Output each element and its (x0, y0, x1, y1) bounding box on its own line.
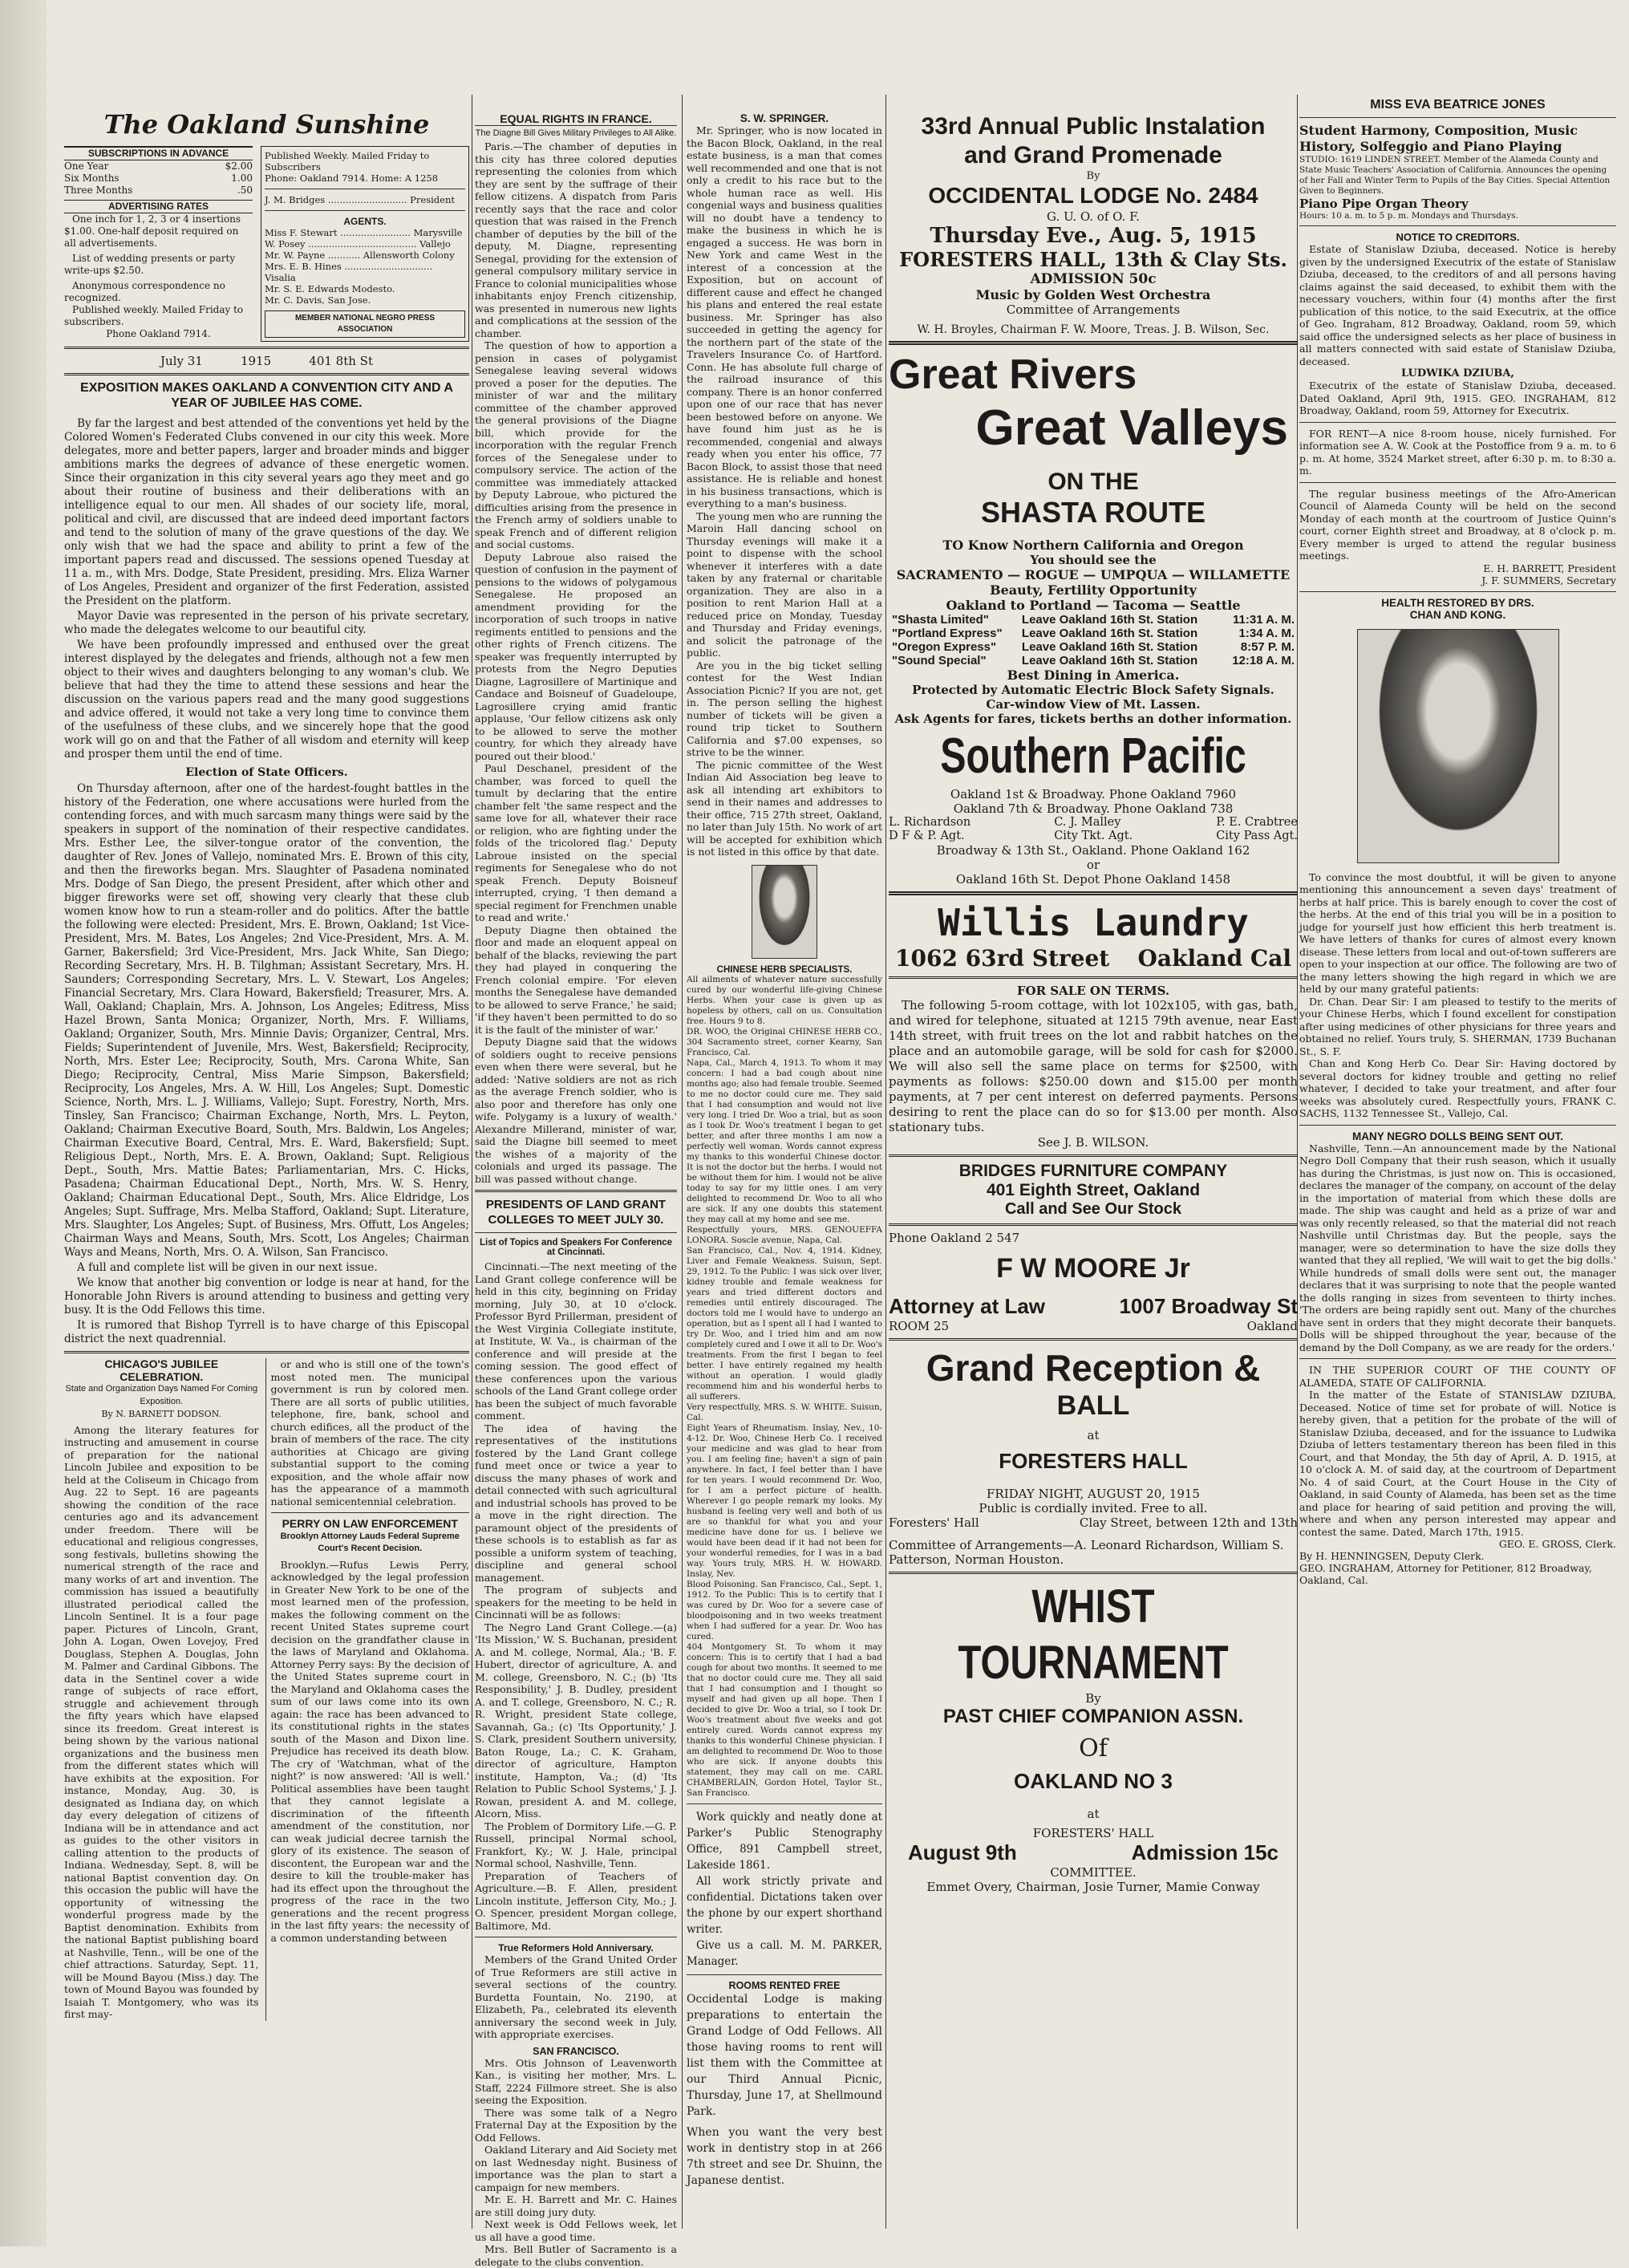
celebration-subhead: State and Organization Days Named For Coming Exposition. (64, 1383, 259, 1408)
sp-agent-left: L. Richardson D F & P. Agt. (889, 816, 971, 843)
grand-reception-ad (889, 1345, 1298, 1567)
article-paragraph: We know that another big convention or lodge is near at hand, for the Honorable John Rivers is around attending to business and getting very busy. It is the Odd Fellows this time. (64, 1276, 469, 1317)
court-clerk: GEO. E. GROSS, Clerk. (1299, 1538, 1616, 1550)
right-phone: Phone: Oakland 7914. Home: A 1258 (265, 172, 465, 184)
sp-phone-2: Oakland 7th & Broadway. Phone Oakland 738 (889, 801, 1298, 816)
grand-invite: Public is cordially invited. Free to all. (889, 1501, 1298, 1515)
moore-attorney: Attorney at Law (889, 1294, 1045, 1319)
equal-rights-article (475, 140, 677, 1185)
sp-broadway: Broadway & 13th St., Oakland. Phone Oakland 162 (889, 843, 1298, 858)
dr-chan-portrait (1357, 629, 1559, 863)
masthead-right (261, 146, 469, 342)
agent-line: Mr. S. E. Edwards Modesto. (265, 283, 465, 294)
creditors-text: Estate of Stanislaw Dziuba, deceased. Notice is hereby given by the undersigned Executrix of the estate of Stanislaw Dziuba, deceased, to the creditors of and all persons having claims against the said deceased, to exhibit them with the necessary vouchers, within four (4) months after the first publication of this notice, to the said Executrix, at the office of Geo. Ingraham, 812 Broadway, Oakland, room 59, which said office the undersigned selects as her place of business in all matters connected with said estate of Stanislaw Dziuba, deceased. (1299, 243, 1616, 367)
terms-headline: FOR SALE ON TERMS. (889, 984, 1298, 998)
chinese-herb-headline: CHINESE HERB SPECIALISTS. (687, 965, 882, 975)
moore-room-row (889, 1319, 1298, 1333)
celebration-text: Among the literary features for instructing and amusement in course of preparation for the national Lincoln Jubilee and exposition to be held at the Coliseum in Chicago from Aug. 22 to Sept. 16 are pageants showing the condition of the race centuries ago and its advancement under freedom. There will be educational and religious congresses, song festivals, bulletins showing the numerical strength of the race and many works of art and invention. The commission has issued a beautifully illustrated periodical called the Lincoln Sentinel. It is a four page paper. Pictures of Lincoln, Grant, John A. Logan, Owen Lovejoy, Fred Douglass, Stephen A. Douglas, John M. Palmer and Cardinal Gibbons. The data in the Sentinel cover a wide range of subjects of race effort, struggle and achievement through the fifty years which have elapsed since its freedom. Great interest is being shown by the various national organizations and the business men from the different states which will have exhibits at the exposition. For instance, Monday, Aug. 30, is designated as Indiana day, on which day every delegation of citizens of Indiana will be in attendance and act as guides to the other visitors in calling attention to the products of Indiana. Wednesday, Sept. 8, will be national Baptist convention day. On this occasion the public will have the opportunity of witnessing the wonderful progress made by the Baptist denomination. Exhibits from the national Baptist publishing board at Nashville, Tenn., will be one of the chief attractions. Saturday, Sept. 11, will be Mound Bayou (Miss.) day. The town of Mound Bayou was founded by Isaiah T. Montgomery, who was its first may- (64, 1424, 259, 2021)
whist-oakland: OAKLAND NO 3 (889, 1769, 1298, 1794)
parker-line: Give us a call. M. M. PARKER, Manager. (687, 1937, 882, 1970)
train-row (889, 640, 1298, 654)
presidents-subhead: List of Topics and Speakers For Conference at Cincinnati. (475, 1238, 677, 1257)
phone-text: Phone Oakland 7914. (64, 328, 253, 340)
sp-protected: Protected by Automatic Electric Block Safety Signals. (889, 683, 1298, 697)
willis-city: Oakland Cal (1138, 945, 1291, 972)
sp-or: or (889, 858, 1298, 872)
article-paragraph: Are you in the big ticket selling contest for the West Indian Association Picnic? If you are not, get in. The person selling the highest number of tickets will be given a round trip ticket to Southern California and $7.00 expenses, so strive to be the winner. (687, 659, 882, 759)
dateline (64, 354, 469, 368)
testimonial: Eight Years of Rheumatism. Inslay, Nev., 10-4-12. Dr. Woo, Chinese Herb Co. I received your medicine and was glad to hear from you. I am feeling fine; haven't a sign of pain anywhere. In fact, I feel better than I have for ten years. I would recommend Dr. Woo, for I am a perfect picture of health. Wherever I go people remark my looks. My husband is feeling very well and both of us are so thankful for what you and your medicine have done for us. I believe we would have been dead if it had not been for your wonderful remedies, for I was in a bad way. Yours truly, MRS. H. W. HOWARD. Inslay, Nev. (687, 1423, 882, 1580)
sp-see: You should see the (889, 553, 1298, 567)
springer-article (687, 124, 882, 858)
moore-room: ROOM 25 (889, 1319, 949, 1333)
article-paragraph: Paul Deschanel, president of the chamber, was forced to quell the tumult by declaring that the entire chamber felt 'the same respect and the same love for all, whatever their race or religion, who are fighting under the folds of the tricolored flag.' Deputy Labroue insisted on the special regiments for Senegalese who do not speak French. Deputy Boisneuf interrupted, crying, 'I then demand a special regiment for Frenchmen unable to read and write.' (475, 762, 677, 924)
testimonial: Blood Poisoning. San Francisco, Cal., Sept. 1, 1912. To the Public: This is to certify that I was cured by Dr. Woo for a severe case of bloodpoisoning and in two weeks treatment when I had suffered for a year. Dr. Woo has cured. (687, 1580, 882, 1642)
sf-items (475, 2057, 677, 2268)
installation-title-2: and Grand Promenade (889, 141, 1298, 170)
sf-item: Mr. E. H. Barrett and Mr. C. Haines are still doing jury duty. (475, 2193, 677, 2218)
whist-assn: PAST CHIEF COMPANION ASSN. (889, 1706, 1298, 1728)
bridges-call: Call and See Our Stock (889, 1200, 1298, 1219)
grand-ball: BALL (889, 1390, 1298, 1422)
train-time: 11:31 A. M. (1222, 613, 1298, 627)
train-name: "Sound Special" (889, 654, 1019, 667)
dolls-headline: MANY NEGRO DOLLS BEING SENT OUT. (1299, 1130, 1616, 1142)
article-paragraph: On Thursday afternoon, after one of the hardest-fought battles in the history of the Federation, one where accusations were hurled from the contending forces, and with much sarcasm many things were said by the speakers in support of the nomination of their respective candidates. Mrs. Esther Lee, the silver-tongue orator of the convention, the daughter of Rev. Jones of Vallejo, nominated Mrs. E. Brown of this city, and then the fireworks began. Mrs. Slaughter of Pasadena nominated Mrs. Dodge of San Diego, the present President, after which other and bigger fireworks were set off, showing very clearly that these club women know how to run a steam-roller and do politics. After the battle the following were elected: President, Mrs. E. Brown, Oakland; 1st Vice-President, Mrs. M. Bates, Los Angeles; 2nd Vice-President, Mrs. A. M. Garner, Bakersfield; 3rd Vice-President, Mrs. Jack White, San Diego; Recording Secretary, Mrs. H. B. Tilghman; Assistant Secretary, Mrs. H. Saunders; Corresponding Secretary, Mrs. L. V. Stewart, Los Angeles; Financial Secretary, Mrs. Clara Howard, Bakersfield; Treasurer, Mrs. A. Wall, Oakland; Chaplain, Mrs. A. Johnson, Los Angeles; Editress, Miss Hazel Brown, Santa Monica; Organizer, North, Mrs. F. Williams, Oakland; Organizer, South, Mrs. Minnie Davis; Organizer, Central, Mrs. Fields; Superintendent of Juvenile, Mrs. West, Bakersfield; Reciprocity, North, Mrs. Ester Lee; Reciprocity, South, Mrs. Carona White, San Diego; Reciprocity, Central, Miss Marie Simpson, Bakersfield; Reciprocity, Los Angeles, Mrs. A. W. Hill, Los Angeles; Supt. Domestic Science, North, Mrs. L. J. Williams, Vallejo; Supt. Forestry, North, Mrs. Tinsley, San Francisco; Chairman Exchange, North, Mrs. L. Peyton, Oakland; Chairman Executive Board, South, Mrs. Baldwin, Los Angeles; Chairman Executive Board, Central, Mrs. E. Ward, Bakersfield; Supt. Religious Dept., North, Mrs. E. A. Brown, Oakland; Supt. Religious Dept., South, Mrs. Mattie Bates; Parliamentarian, Mrs. C. Hicks, Pasadena; Chairman Educational Dept., North, Mrs. W. S. Henry, Oakland; Chairman Educational Dept., South, Mrs. Alice Eldridge, Los Angeles; Supt. Suffrage, Mrs. Melba Stafford, Oakland; Supt. Literature, Mrs. Slaughter, Los Angeles; Supt. of Business, Mrs. Offutt, Los Angeles; Chairman Ways and Means, South, Mrs. Scott, Los Angeles; Chairman Ways and Means, North, Mrs. O. A. Wilson, San Francisco. (64, 782, 469, 1260)
whist-hall: FORESTERS' HALL (889, 1826, 1298, 1840)
anon-text: Anonymous correspondence no recognized. (64, 280, 253, 304)
column-3 (687, 112, 882, 2230)
grand-hall-row (889, 1515, 1298, 1530)
council-text: The regular business meetings of the Afro-American Council of Alameda County will be held on the second Monday of each month at the courtroom of Justice Quinn's court, corner Eighth street and Broadway, at 8 o'clock p. m. Every member is urged to attend the regular business meetings. (1299, 488, 1616, 562)
moore-phone: Phone Oakland 2 547 (889, 1231, 1298, 1245)
installation-admission: ADMISSION 50c (889, 271, 1298, 287)
issue-year: 1915 (241, 354, 271, 368)
willis-address: 1062 63rd Street (895, 945, 1109, 972)
willis-name: Willis Laundry (889, 900, 1298, 945)
installation-ad (889, 112, 1298, 336)
published-text: Published weekly. Mailed Friday to subscribers. (64, 304, 253, 328)
column-rule (885, 95, 886, 2229)
jones-headline: MISS EVA BEATRICE JONES (1299, 98, 1616, 112)
grand-hall: FORESTERS HALL (889, 1449, 1298, 1474)
article-paragraph: Mr. Springer, who is now located in the Bacon Block, Oakland, in the real estate business, is a man that comes well recommended and one that is not only a credit to his race but to the whole human race as well. His congenial ways and business qualities will no doubt have a tendency to make the business in which he is engaged a success. He was born in New York and came West in the interest of a concession at the Exposition, but on account of different cause and effect he changed his plans and entered the real estate business. Mr. Springer has also succeeded in getting the agency for the northern part of the state of the Travelers Insurance Co. of Hartford. Conn. He has absolute full charge of the railroad insurance of this company. There is an honor conferred upon one of our race that has never been bestowed before on anyone. We have found him just as he is recommended, congenial and always ready when you enter his office, 77 Bacon Block, to assist those that need assistance. He is reliable and honest in his business transactions, which is everything to a man's business. (687, 124, 882, 510)
subs-row (64, 172, 253, 185)
article-paragraph: We have been profoundly impressed and enthused over the great interest displayed by the delegates and friends, although not a few men object to their wives and daughters belonging to any woman's club. We believe that had they the time to attend these sessions and hear the discussion on the various papers read and the many good suggestions and advice offered, it would not take a very long time to convince them of the usefulness of these clubs, and we sincerely hope that the good work will go on and that the Father of all wisdom and eternity will keep and prosper them until the end of time. (64, 639, 469, 761)
sp-shasta-route: SHASTA ROUTE (889, 496, 1298, 529)
train-time: 8:57 P. M. (1222, 640, 1298, 654)
train-departure: Leave Oakland 16th St. Station (1019, 654, 1222, 667)
installation-names: W. H. Broyles, Chairman F. W. Moore, Treas. J. B. Wilson, Sec. (889, 323, 1298, 336)
parker-line: All work strictly private and confidential. Dictations taken over the phone by our expert shorthand writer. (687, 1873, 882, 1937)
jones-hours: Hours: 10 a. m. to 5 p. m. Mondays and Thursdays. (1299, 211, 1616, 221)
court-deputy: By H. HENNINGSEN, Deputy Clerk. (1299, 1550, 1616, 1562)
lower-columns (64, 1358, 469, 2021)
moore-name: F W MOORE Jr (889, 1253, 1298, 1284)
agent-line: W. Posey ..................................... Vallejo (265, 238, 465, 250)
celebration-continued: or and who is still one of the town's most noted men. The municipal government is run by colored men. There are all sorts of public utilities, telephone, fire, bank, school and church edifices, all the product of the brain of members of the race. The city authorities at Chicago are giving substantial support to the coming exposition, and the whole affair now has the appearance of a mammoth national semicentennial celebration. (271, 1358, 469, 1507)
creditors-exec: Executrix of the estate of Stanislaw Dziuba, deceased. Dated Oakland, April 9th, 1915. GEO. INGRAHAM, 812 Broadway, Oakland, room 59, Attorney for Executrix. (1299, 379, 1616, 417)
article-paragraph: A full and complete list will be given in our next issue. (64, 1261, 469, 1275)
installation-guo: G. U. O. of O. F. (889, 209, 1298, 224)
election-article (64, 782, 469, 1346)
jones-text: STUDIO: 1619 LINDEN STREET. Member of the Alameda County and State Music Teachers' Association of California. Announces the opening of her Fall and Winter Term to Pupils of the Bay Cities. Special Attention Given to Beginners. (1299, 155, 1616, 197)
creditors-headline: NOTICE TO CREDITORS. (1299, 231, 1616, 243)
installation-title: 33rd Annual Public Instalation (889, 112, 1298, 141)
article-paragraph: By far the largest and best attended of the conventions yet held by the Colored Women's Federated Clubs convened in our city this week. More delegates, more and better papers, larger and broader minds and bigger ambitions marks the degrees of advance of these energetic women. Since their organization in this city several years ago they meet and go about their routine of business and their deliberations with an intelligence equal to our men. All shades of our society life, moral, political and civil, are discussed that are indeed deed important factors and tend to the solution of many of the grave questions of the day. We only wish that we had the space and ability to print a few of the important papers read and discussed. The sessions opened Tuesday at 11 a. m., with Mrs. Dodge, State President, presiding. Mrs. Eliza Warner of Los Angeles, President and organizer of the first Federation, assisted the President on the platform. (64, 417, 469, 608)
train-name: "Oregon Express" (889, 640, 1019, 654)
sf-item: There was some talk of a Negro Fraternal Day at the Exposition by the Odd Fellows. (475, 2107, 677, 2144)
health-text (1299, 871, 1616, 1120)
train-row (889, 627, 1298, 640)
health-paragraph: To convince the most doubtful, it will be given to anyone mentioning this announcement a seven days' treatment of herbs at half price. This is barely enough to cover the cost of the herbs. At the end of this trial you will be in a position to judge for yourself just how efficient this herb treatment is. We have letters of thanks for cures of almost every known disease. These letters from local and out-of-town sufferers are open to your inspection at our office. The following are two of the many letters showing the high regard in which we are held by our many grateful patients: (1299, 871, 1616, 996)
celebration-headline: CHICAGO'S JUBILEE CELEBRATION. (64, 1358, 259, 1383)
ad-text: One inch for 1, 2, 3 or 4 insertions $1.00. One-half deposit required on all advertisements. (64, 213, 253, 250)
wedding-text: List of wedding presents or party write-ups $2.50. (64, 253, 253, 277)
whist-committee: COMMITTEE. (889, 1865, 1298, 1880)
train-row (889, 613, 1298, 627)
creditors-name: LUDWIKA DZIUBA, (1299, 367, 1616, 379)
terms-see: See J. B. WILSON. (889, 1135, 1298, 1150)
true-reformers-text: Members of the Grand United Order of True Reformers are still active in several sections of the country. Burdetta Fountain, No. 2190, at Elizabeth, Pa., celebrated its eleventh anniversary the second week in July, with appropriate exercises. (475, 1954, 677, 2041)
subs-row (64, 185, 253, 197)
perry-column (265, 1358, 469, 2021)
testimonial: San Francisco, Cal., Nov. 4, 1914. Kidney, Liver and Female Weakness. Suisun, Sept. 29, 1912. To the Public: I was sick over liver, kidney trouble and female weakness for years and tried different doctors and remedies until entirely discouraged. The doctors told me I would have to undergo an operation, but as I spent all I had I wanted to try Dr. Woo, and I tried him and am now completely cured and I owe it all to Dr. Woo's treatments. From the first I began to feel better. I have entirely regained my health without an operation. I would gladly recommend him and his wonderful herbs to all sufferers. (687, 1246, 882, 1402)
subs-label: Three Months (64, 185, 132, 197)
moore-row (889, 1294, 1298, 1319)
testimonial: Very respectfully, MRS. S. W. WHITE. Suisun, Cal. (687, 1402, 882, 1423)
sp-agent-mid: C. J. Malley City Tkt. Agt. (1054, 816, 1133, 843)
health-paragraph: Dr. Chan. Dear Sir: I am pleased to testify to the merits of your Chinese Herbs, which I found excellent for constipation after using medicines of other physicians for three years and obtained no relief. Yours truly, S. SHERMAN, 1739 Buchanan St., S. F. (1299, 996, 1616, 1058)
sp-ask-agents: Ask Agents for fares, tickets berths an dother information. (889, 712, 1298, 726)
chinese-herb-text (687, 975, 882, 1799)
sp-phone-1: Oakland 1st & Broadway. Phone Oakland 7960 (889, 787, 1298, 801)
southern-pacific-ad (889, 350, 1298, 887)
whist-ad (889, 1579, 1298, 1894)
article-paragraph: It is rumored that Bishop Tyrrell is to have charge of this Episcopal district the next quadrennial. (64, 1319, 469, 1346)
column-5 (1299, 98, 1616, 2232)
train-name: "Portland Express" (889, 627, 1019, 640)
grand-committee: Committee of Arrangements—A. Leonard Richardson, William S. Patterson, Norman Houston. (889, 1538, 1298, 1567)
bridges-address: 401 Eighth Street, Oakland (889, 1181, 1298, 1200)
article-paragraph: Deputy Diagne said that the widows of soldiers ought to receive pensions even when there were several, but he added: 'Native soldiers are not as rich as the average French soldier, who is also poor and therefore has only one wife. Polygamy is a luxury of wealth.' Alexandre Millerand, minister of war, said the Diagne bill seemed to meet the wishes of a majority of the colonials and urged its passage. The bill was passed without change. (475, 1036, 677, 1185)
grand-at: at (889, 1428, 1298, 1442)
equal-rights-subhead: The Diagne Bill Gives Military Privileges to All Alike. (475, 128, 677, 138)
sp-agents (889, 816, 1298, 843)
for-rent-text: FOR RENT—A nice 8-room house, nicely furnished. For information see A. W. Cook at the Postoffice from 9 a. m. to 6 p. m. At home, 3524 Market street, after 6:30 p. m. to 8:30 a. m. (1299, 428, 1616, 477)
whist-date: August 9th (908, 1840, 1017, 1865)
moore-ad (889, 1231, 1298, 1333)
agent-line: Miss F. Stewart ........................ Marysville (265, 227, 465, 238)
sp-agent-right: P. E. Crabtree City Pass Agt. (1216, 816, 1298, 843)
whist-of: Of (889, 1734, 1298, 1763)
article-paragraph: The question of how to apportion a pension in cases of polygamist Senegalese leaving several widows proved a poser for the deputies. The minister of war and the military committee of the chamber approved the general provisions of the Diagne bill, which provide for the incorporation with the regular French forces of the Senegalese under to compulsory service. The action of the committee was immediately attacked by Deputy Labroue, who pictured the difficulties arising from the presence in the French army of soldiers unable to speak French and of different religion and social customs. (475, 339, 677, 551)
article-paragraph: The young men who are running the Maroin Hall dancing school on Thursday evenings will make it a point to dispense with the school whenever it interferes with a date taken by any fraternal or charitable organization. They are also in a position to rent Marion Hall at a reduced price on Monday, Tuesday and Thursday and Friday evenings, and solicit the patronage of the public. (687, 510, 882, 659)
article-paragraph: The Problem of Dormitory Life.—G. P. Russell, principal Normal school, Frankfort, Ky.; W. J. Hale, principal Normal school, Nashville, Tenn. (475, 1820, 677, 1870)
grand-foresters: Foresters' Hall (889, 1515, 979, 1530)
parker-line: Work quickly and neatly done at Parker's Public Stenography Office, 891 Campbell street, Lakeside 1861. (687, 1809, 882, 1873)
sf-item: Mrs. Bell Butler of Sacramento is a delegate to the clubs convention. (475, 2243, 677, 2268)
member-badge: MEMBER NATIONAL NEGRO PRESS ASSOCIATION (265, 310, 465, 338)
subs-price: .50 (237, 185, 253, 197)
sf-item: Mrs. Otis Johnson of Leavenworth Kan., is visiting her mother, Mrs. L. Staff, 2224 Fillmore street. She is also seeing the Exposition. (475, 2057, 677, 2107)
sp-train-table (889, 613, 1298, 667)
ad-heading: ADVERTISING RATES (64, 200, 253, 213)
article-paragraph: The program of subjects and speakers for the meeting to be held in Cincinnati will be as follows: (475, 1584, 677, 1621)
parker-ad (687, 1809, 882, 1970)
moore-city: Oakland (1247, 1319, 1298, 1333)
right-pub: Published Weekly. Mailed Friday to Subscribers (265, 150, 465, 172)
sp-depot: Oakland 16th St. Depot Phone Oakland 1458 (889, 872, 1298, 887)
installation-music: Music by Golden West Orchestra (889, 287, 1298, 302)
whist-names: Emmet Overy, Chairman, Josie Turner, Mamie Conway (889, 1880, 1298, 1894)
subs-row (64, 160, 253, 172)
train-time: 1:34 A. M. (1222, 627, 1298, 640)
dolls-text: Nashville, Tenn.—An announcement made by the National Negro Doll Company that their rush season, which it usually has during the Christmas, is just now on. This is occasioned, declares the manager of the company, on account of the delay in the importation of material from which these dolls are made. The ship was caught and held as a prize of war and was only recently released, so that the material did not reach Nashville until Christmas day. But the people, says the manager, were so determination to have the size dolls they wanted that they all replied, 'We will wait to get the big dolls.' While hundreds of small dolls were sent out, the manager declares that it was surprising to note that the people wanted the dolls ranging in sizes from seventeen to thirty inches. 'The orders are being rapidly sent out. Many of the churches have sent in orders that they might decorate their banquets. Dolls will be shipped throughout the year, because of the demand by the Doll Company, as we are ready for the orders.' (1299, 1142, 1616, 1354)
health-names: CHAN AND KONG. (1299, 609, 1616, 621)
agents-heading: AGENTS. (265, 216, 465, 227)
whist-admission: Admission 15c (1131, 1840, 1278, 1865)
train-name: "Shasta Limited" (889, 613, 1019, 627)
whist-title: WHIST TOURNAMENT (926, 1579, 1261, 1691)
grand-title: Grand Reception & (889, 1345, 1298, 1390)
grand-clay: Clay Street, between 12th and 13th (1080, 1515, 1298, 1530)
rooms-text: Occidental Lodge is making preparations to entertain the Grand Lodge of Odd Fellows. All those having rooms to rent will list them with the Committee at our Third Annual Picnic, Thursday, June 17, at Shellmound Park. (687, 1991, 882, 2120)
court-text: In the matter of the Estate of STANISLAW DZIUBA, Deceased. Notice of time set for probate of will. Notice is hereby given, that a petition for the probate of the will of Stanislaw Dziuba, deceased, and for the issuance to Ludwika Dziuba of letters testamentary thereon has been filed in this Court, and that Monday, the 5th day of April, A. D. 1915, at 10 o'clock A. M. of said day, at the courtroom of Department No. 4 of said Court, at the Court House in the City of Oakland, in said County of Alameda, has been set as the time and place for hearing of said petition and proving the will, where and when any person interested may appear and contest the same. Dated, March 17th, 1915. (1299, 1389, 1616, 1538)
celebration-column (64, 1358, 259, 2021)
installation-by: By (889, 170, 1298, 182)
subs-label: One Year (64, 160, 108, 172)
subs-list (64, 160, 253, 197)
rooms-headline: ROOMS RENTED FREE (687, 1980, 882, 1991)
sp-great-valleys: Great Valleys (889, 400, 1298, 457)
election-subhead: Election of State Officers. (64, 766, 469, 779)
lead-article (64, 417, 469, 761)
subs-price: $2.00 (225, 160, 253, 172)
sp-on-the: ON THE (889, 469, 1298, 496)
train-departure: Leave Oakland 16th St. Station (1019, 613, 1222, 627)
true-reformers-headline: True Reformers Hold Anniversary. (475, 1942, 677, 1954)
train-departure: Leave Oakland 16th St. Station (1019, 640, 1222, 654)
dr-woo-portrait (752, 865, 817, 959)
article-paragraph: The idea of having the representatives of the institutions fostered by the Land Grant college fund meet once or twice a year to discuss the many phases of work and detail connected with such agricultural and industrial schools has proved to be a move in the right direction. The paramount object of the presidents of these schools is to establish as far as possible a uniform system of teaching, discipline and general school management. (475, 1422, 677, 1584)
willis-address-row (889, 945, 1298, 972)
subs-label: Six Months (64, 172, 120, 185)
whist-at: at (889, 1807, 1298, 1821)
subs-heading: SUBSCRIPTIONS IN ADVANCE (64, 146, 253, 160)
subs-price: 1.00 (231, 172, 253, 185)
article-paragraph: The Negro Land Grant College.—(a) 'Its Mission,' W. S. Buchanan, president A. and M. college, Normal, Ala.; 'B. F. Hubert, director of agriculture, A. and M. college, Greensboro, N. C.; (b) 'Its Responsibility,' J. B. Dudley, president A. and T. college, Greensboro, N. C.; R. R. Wright, president State college, Savannah, Ga.; (c) 'Its Opportunity,' J. S. Clark, president Southern university, Baton Rouge, La.; C. K. Graham, director of agriculture, Hampton institute, Hampton, Va.; (d) 'Its Relation to Public School Systems,' J. J. Rowan, president A. and M. college, Alcorn, Miss. (475, 1621, 677, 1820)
equal-rights-headline: EQUAL RIGHTS IN FRANCE. (475, 112, 677, 126)
masthead-box (64, 146, 469, 342)
installation-date: Thursday Eve., Aug. 5, 1915 (889, 224, 1298, 248)
testimonial: All ailments of whatever nature successfully cured by our wonderful life-giving Chinese Herbs. When your case is given up as hopeless by others, call on us. Consultation free. Hours 9 to 8. (687, 975, 882, 1027)
sp-great-rivers: Great Rivers (889, 350, 1298, 400)
installation-lodge: OCCIDENTAL LODGE No. 2484 (889, 182, 1298, 209)
article-paragraph: The picnic committee of the West Indian Aid Association beg leave to ask all intending art exhibitors to send in their names and addresses to their office, 715 27th street, Oakland, no later than July 15th. No work of art will be accepted for exhibition which is not listed in this office by that date. (687, 759, 882, 858)
train-row (889, 654, 1298, 667)
sp-know: TO Know Northern California and Oregon (889, 538, 1298, 553)
moore-address: 1007 Broadway St (1119, 1294, 1298, 1319)
bridges-name: BRIDGES FURNITURE COMPANY (889, 1162, 1298, 1181)
whist-by: By (889, 1691, 1298, 1706)
grand-date: FRIDAY NIGHT, AUGUST 20, 1915 (889, 1487, 1298, 1501)
issue-address: 401 8th St (309, 354, 373, 368)
presidents-headline: PRESIDENTS OF LAND GRANT COLLEGES TO MEET JULY 30. (475, 1197, 677, 1227)
health-headline: HEALTH RESTORED BY DRS. (1299, 597, 1616, 609)
jones-subhead: Student Harmony, Composition, Music History, Solfeggio and Piano Playing (1299, 123, 1616, 155)
testimonial: Napa, Cal., March 4, 1913. To whom it may concern: I had a bad cough about nine months ago; also had female trouble. Seemed to me no doctor could cure me. They said that I had consumption and would not live very long. I tried Dr. Woo a trial, but as soon as I took Dr. Woo's treatment I began to get better, and after three months I am now a perfectly well woman. Words cannot express my thanks to this wonderful Chinese doctor. It is not the doctor but the herbs. I would not be without them for him. I would not be alive today to say for my little ones. I am very delighted to recommend Dr. Woo to all who are sick. If any one doubts this statement they may call at my home and see me. (687, 1058, 882, 1225)
president-line: J. M. Bridges ........................... President (265, 194, 465, 205)
installation-hall: FORESTERS HALL, 13th & Clay Sts. (889, 248, 1298, 271)
sp-rivers-list: SACRAMENTO — ROGUE — UMPQUA — WILLAMETTE (889, 567, 1298, 582)
agents-list (265, 227, 465, 306)
perry-text: Brooklyn.—Rufus Lewis Perry, acknowledged by the legal profession in Greater New York to be one of the most learned men of the profession, makes the following comment on the recent United States supreme court decision on the grandfather clause in the laws of Maryland and Oklahoma. Attorney Perry says: By the decision of the United States supreme court in the Maryland and Oklahoma cases the sum of our laws come into its own again: the race has been advanced to its constitutional rights in the states south of the Mason and Dixon line. Prejudice has received its death blow. The cry of 'Watchman, what of the night?' is now answered: 'All is well.' Political assemblies have been taught that they cannot legislate a discrimination of the fifteenth amendment of the constitution, nor can weak judicial decree tarnish the glory of its existence. The season of discontent, the European war and the desire to kill the trouble-maker has had its effect upon the throughout the progress of the race in the two generations and the recent progress in the last fifty years: the necessity of a common understanding between (271, 1559, 469, 1945)
train-time: 12:18 A. M. (1222, 654, 1298, 667)
jones-subjects: Piano Pipe Organ Theory (1299, 197, 1616, 211)
article-paragraph: Mayor Davie was represented in the person of his private secretary, who made the delegates welcome to our beautiful city. (64, 610, 469, 637)
council-president: E. H. BARRETT, President (1299, 562, 1616, 574)
masthead-left (64, 146, 253, 342)
perry-headline: PERRY ON LAW ENFORCEMENT (271, 1518, 469, 1531)
council-secretary: J. F. SUMMERS, Secretary (1299, 574, 1616, 586)
willis-laundry-ad (889, 900, 1298, 972)
court-attorney: GEO. INGRAHAM, Attorney for Petitioner, 812 Broadway, Oakland, Cal. (1299, 1562, 1616, 1586)
masthead-title: The Oakland Sunshine (64, 109, 469, 140)
springer-headline: S. W. SPRINGER. (687, 112, 882, 124)
whist-row (889, 1840, 1298, 1865)
testimonial: 404 Montgomery St. To whom it may concern: This is to certify that I had a bad cough for about two months. It seemed to me that no doctor could cure me. They all said that I had consumption and I thought so myself and had given up all hope. Then I decided to give Dr. Woo a trial, so I took Dr. Woo's treatment about five weeks and got entirely cured. Words cannot express my thanks to this wonderful Chinese physician. I am delighted to recommend Dr. Woo to those who are sick. If anyone doubts this statement, they may call on me. CARL CHAMBERLAIN, Gordon Hotel, Taylor St., San Francisco. (687, 1642, 882, 1799)
terms-text: The following 5-room cottage, with lot 102x105, with gas, bath, and wired for telephone, situated at 1215 79th avenue, near East 14th street, with fruit trees on the lot and rabbit hatches on the place and an automobile garage, will be sold for cash for $2000. We will also sell the same place on terms for $2500, with payments as follows: $250.00 down and $15.00 per month payments, at 7 per cent interest on deferred payments. Persons desiring to rent the place can do so for $13.00 per month. Also stationary tubs. (889, 998, 1298, 1135)
column-rule (682, 95, 683, 2229)
train-departure: Leave Oakland 16th St. Station (1019, 627, 1222, 640)
sp-car-window: Car-window View of Mt. Lassen. (889, 697, 1298, 712)
celebration-byline: By N. BARNETT DODSON. (64, 1408, 259, 1421)
perry-subhead: Brooklyn Attorney Lauds Federal Supreme Court's Recent Decision. (271, 1531, 469, 1556)
testimonial: Respectfully yours, MRS. GENOUEFFA LONORA. Soscle avenue, Napa, Cal. (687, 1225, 882, 1246)
sf-item: Oakland Literary and Aid Society met on last Wednesday night. Business of importance was the plan to start a campaign for new members. (475, 2144, 677, 2193)
column-4 (889, 112, 1298, 2230)
column-2 (475, 112, 677, 2230)
article-paragraph: Paris.—The chamber of deputies in this city has three colored deputies representing the colonies from which they are sent by the suffrage of their fellow citizens. A dispatch from Paris recently says that the race and color question that was raised in the French chamber of deputies by the bill of the deputy, M. Diagne, representing Senegal, providing for the extension of general compulsory military service in France to colonial municipalities whose inhabitants enjoy French citizenship, was presented in numerous new lights and complications at the session of the chamber. (475, 140, 677, 339)
page-edge (0, 0, 47, 2246)
article-paragraph: Deputy Labroue also raised the question of confusion in the payment of pensions to the widows of polygamous Senegalese. He proposed an amendment providing for the incorporation of such troops in native regiments entitled to pensions and the other rights of French citizens. The speaker was frequently interrupted by protests from the Negro Deputies Diagne, Lagrosillere of Martinique and Candace and Boisneuf of Guadeloupe, Lagrosillere crying amid frantic applause, 'Our fellow citizens ask only to be allowed to serve the mother country, for which they already have poured out their blood.' (475, 551, 677, 763)
sp-beauty: Beauty, Fertility Opportunity (889, 582, 1298, 598)
dentist-text: When you want the very best work in dentistry stop in at 266 7th street and see Dr. Shuinn, the Japanese dentist. (687, 2124, 882, 2189)
agent-line: Mr. W. Payne ........... Allensworth Colony (265, 250, 465, 261)
sp-dining: Best Dining in America. (889, 667, 1298, 683)
court-headline: IN THE SUPERIOR COURT OF THE COUNTY OF ALAMEDA, STATE OF CALIFORNIA. (1299, 1364, 1616, 1389)
sf-headline: SAN FRANCISCO. (475, 2046, 677, 2057)
lead-headline: EXPOSITION MAKES OAKLAND A CONVENTION CITY AND A YEAR OF JUBILEE HAS COME. (64, 380, 469, 411)
sp-name: Southern Pacific (934, 726, 1253, 787)
article-paragraph: Preparation of Teachers of Agriculture.—B. F. Allen, president Lincoln institute, Jefferson City, Mo.; J. O. Spencer, president Morgan college, Baltimore, Md. (475, 1870, 677, 1933)
installation-committee: Committee of Arrangements (889, 302, 1298, 317)
column-1 (64, 98, 469, 2232)
agent-line: Mr. C. Davis, San Jose. (265, 294, 465, 306)
issue-date: July 31 (160, 354, 203, 368)
agent-line: Mrs. E. B. Hines .............................. Visalia (265, 261, 465, 283)
presidents-article (475, 1260, 677, 1932)
article-paragraph: Deputy Diagne then obtained the floor and made an eloquent appeal on behalf of the blacks, reviewing the part they had played in conquering the French colonial empire. 'For eleven months the Senegalese have demanded to be allowed to serve France,' he said; 'if they haven't been permitted to do so it is the fault of the minister of war.' (475, 924, 677, 1037)
article-paragraph: Cincinnati.—The next meeting of the Land Grant college conference will be held in this city, beginning on Friday morning, July 30, at 10 o'clock. Professor Byrd Prillerman, president of the West Virginia Collegiate institute, at Institute, W. Va., is chairman of the conference and will preside at the coming session. The good effect of these conferences upon the various schools of the Land Grant college order has been the subject of much favorable comment. (475, 1260, 677, 1422)
sp-oakland-route: Oakland to Portland — Tacoma — Seattle (889, 598, 1298, 613)
sf-item: Next week is Odd Fellows week, let us all have a good time. (475, 2218, 677, 2243)
health-paragraph: Chan and Kong Herb Co. Dear Sir: Having doctored by several doctors for kidney trouble and getting no relief whatever, I decided to take your treatment, and after four weeks was absolutely cured. Respectfully yours, FRANK C. SACHS, 1132 Tennessee St., Vallejo, Cal. (1299, 1057, 1616, 1120)
testimonial: DR. WOO, the Original CHINESE HERB CO., 304 Sacramento street, corner Kearny, San Francisco, Cal. (687, 1027, 882, 1058)
